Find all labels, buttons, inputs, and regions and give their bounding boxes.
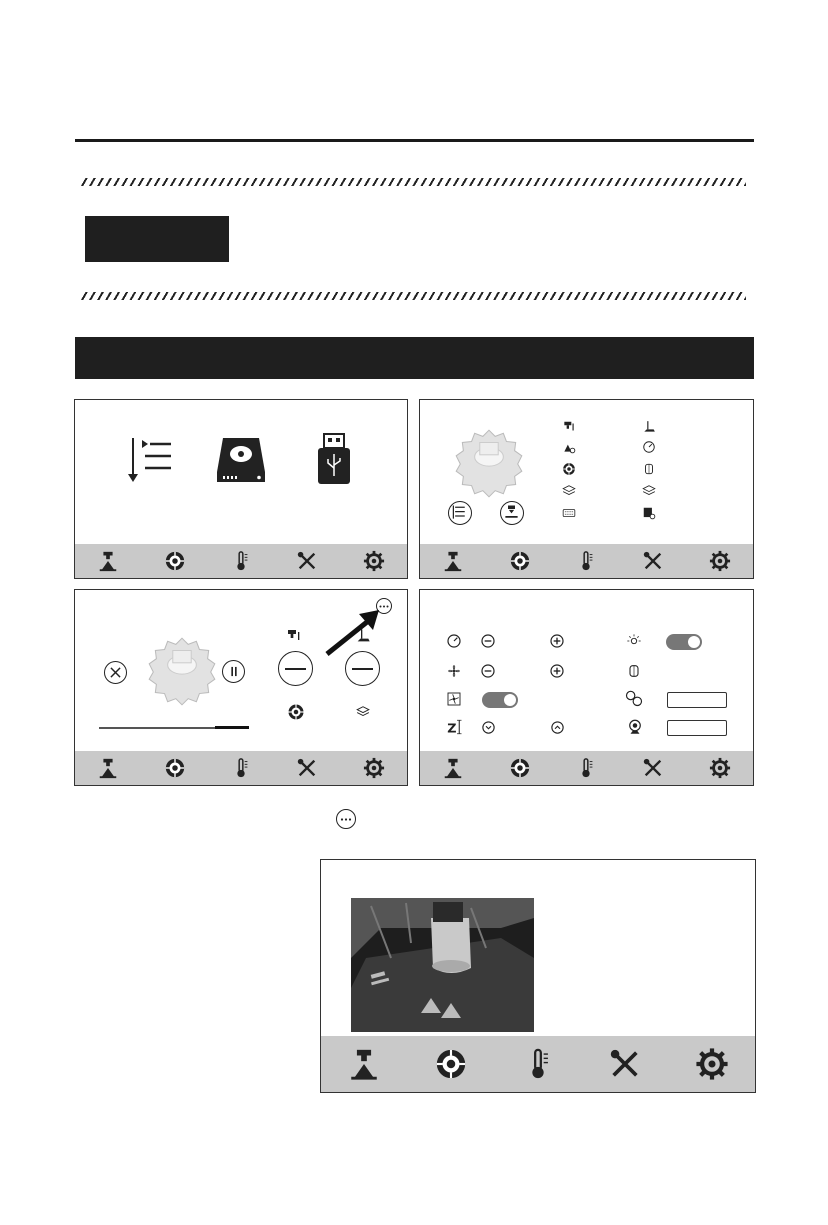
light-toggle[interactable] [666,634,702,650]
layers-icon [642,484,656,498]
print-start-button[interactable] [500,501,524,525]
fan-decrease-button[interactable] [480,663,496,679]
thermometer-icon[interactable] [575,550,597,572]
top-rule [75,139,754,142]
filament-length-icon [626,663,642,679]
cancel-print-button[interactable] [104,661,127,684]
usb-drive-icon[interactable] [316,432,352,486]
filament-spool-icon[interactable] [164,757,186,779]
thermometer-icon[interactable] [230,550,252,572]
z-down-button[interactable] [481,720,496,735]
filament-spool-icon [287,703,305,721]
extruder-gears-icon [624,688,644,708]
settings-gear-icon[interactable] [695,1047,729,1081]
keyboard-icon [562,506,576,520]
light-bulb-icon [626,633,642,649]
filament-length-icon [642,462,656,476]
settings-gear-icon[interactable] [363,757,385,779]
nozzle-icon[interactable] [442,757,464,779]
tools-icon[interactable] [642,757,664,779]
speed-decrease-button[interactable] [480,633,496,649]
model-preview-icon [141,630,223,712]
filament-spool-icon[interactable] [509,757,531,779]
filament-spool-icon[interactable] [434,1047,468,1081]
taskbar [420,751,753,785]
pointer-arrow [323,608,381,658]
layer-count-icon [562,484,576,498]
more-options-icon [340,818,352,821]
hard-drive-icon[interactable] [215,434,267,486]
tools-icon[interactable] [296,757,318,779]
filament-spool-icon [562,462,576,476]
nozzle-icon[interactable] [97,550,119,572]
screen-file-source [74,399,408,579]
z-up-button[interactable] [550,720,565,735]
hatch-divider-top [80,178,746,186]
nozzle-icon[interactable] [347,1047,381,1081]
taskbar [420,544,753,578]
taskbar [75,751,407,785]
nozzle-temp-icon [286,628,302,644]
filament-spool-icon[interactable] [164,550,186,572]
thermometer-icon[interactable] [575,757,597,779]
pause-print-button[interactable] [222,660,245,683]
screen-camera [320,859,756,1093]
nozzle-temp-dial[interactable] [278,651,313,686]
file-list-icon[interactable] [125,436,173,484]
speed-gauge-icon [446,633,462,649]
settings-gear-icon[interactable] [363,550,385,572]
camera-feed-image [351,898,534,1032]
nozzle-icon [501,502,522,523]
pause-icon [229,666,239,677]
screen-print-adjust [419,589,754,786]
aux-fan-toggle[interactable] [482,692,518,708]
fan-increase-button[interactable] [549,663,565,679]
section-tag [85,216,229,262]
screen-file-preview [419,399,754,579]
list-icon [449,502,470,523]
tools-icon[interactable] [642,550,664,572]
inline-more-options [336,809,356,829]
filament-spool-icon[interactable] [509,550,531,572]
file-list-button[interactable] [448,501,472,525]
tools-icon[interactable] [296,550,318,572]
nozzle-icon[interactable] [442,550,464,572]
screen-printing [74,589,408,786]
settings-gear-icon[interactable] [709,757,731,779]
file-time-icon [642,506,656,520]
close-icon [110,667,121,678]
fan-icon [446,663,462,679]
progress-fill [215,726,249,729]
model-preview-icon [448,422,530,504]
speed-increase-button[interactable] [549,633,565,649]
tools-icon[interactable] [608,1047,642,1081]
thermometer-icon[interactable] [521,1047,555,1081]
taskbar [321,1036,755,1092]
bed-temp-icon [642,420,656,434]
thermometer-icon[interactable] [230,757,252,779]
extruder-value-field[interactable] [667,692,727,708]
z-offset-icon [445,718,463,736]
layers-icon [356,705,370,719]
svg-text:Z: Z [447,721,457,736]
speed-gauge-icon [642,440,656,454]
nozzle-icon[interactable] [97,757,119,779]
camera-icon [626,718,644,736]
taskbar [75,544,407,578]
settings-gear-icon[interactable] [709,550,731,572]
aux-fan-icon [446,691,462,707]
camera-value-field[interactable] [667,720,727,736]
section-banner [75,337,754,379]
print-time-icon [562,440,576,454]
hatch-divider-bottom [80,292,746,300]
nozzle-temp-icon [562,420,576,434]
